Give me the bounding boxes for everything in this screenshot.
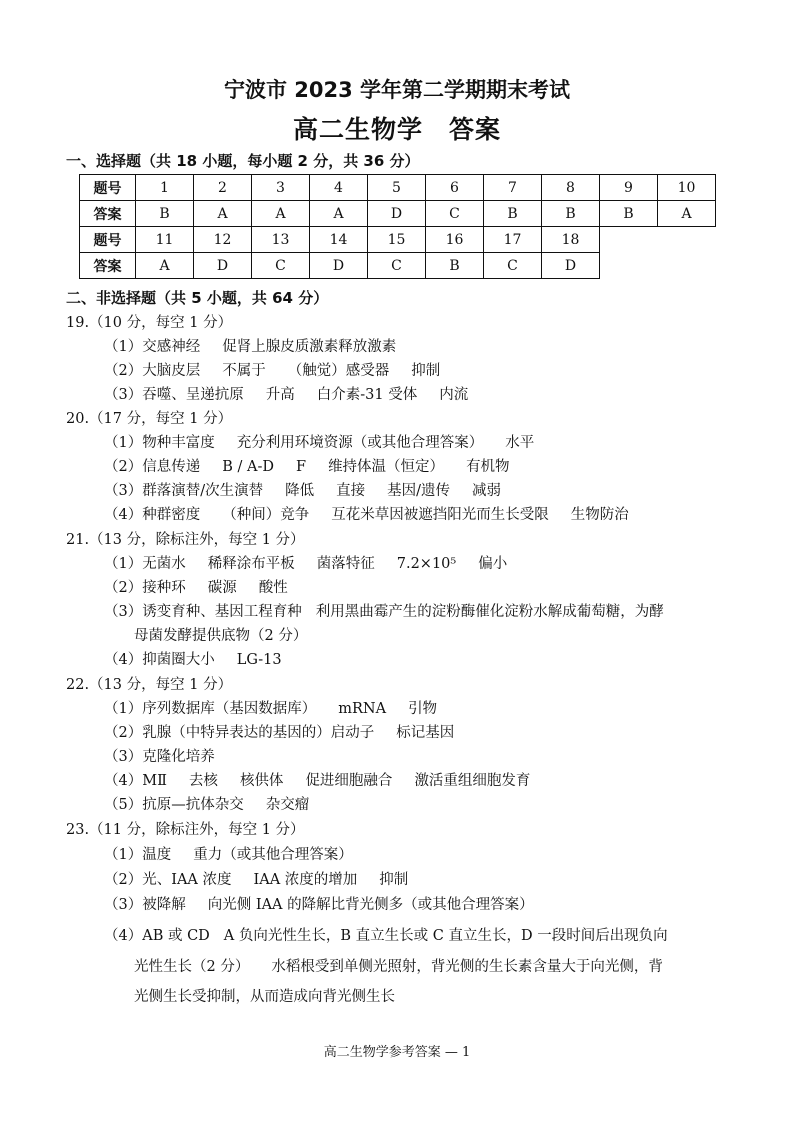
answer-text: 核供体 — [239, 773, 284, 789]
answer-text: 水平 — [505, 435, 535, 451]
question-20-heading: 20.（17 分，每空 1 分） — [66, 411, 233, 427]
answer-cell: B — [542, 201, 600, 227]
answer-line — [104, 769, 552, 790]
question-number: 11 — [136, 227, 194, 253]
answer-text: B / A-D — [222, 459, 274, 475]
table-row — [80, 175, 716, 201]
answer-text: 去核 — [188, 773, 218, 789]
answer-cell: A — [136, 253, 194, 279]
answer-cell: C — [252, 253, 310, 279]
question-number: 18 — [542, 227, 600, 253]
answer-text: 生物防治 — [570, 507, 629, 523]
question-23-heading: 23.（11 分，除标注外，每空 1 分） — [66, 822, 305, 838]
section-heading-nonchoice: 二、非选择题（共 5 小题，共 64 分） — [66, 289, 329, 307]
answer-cell: C — [484, 253, 542, 279]
answer-text: 酸性 — [258, 580, 288, 596]
answer-line — [104, 721, 476, 742]
answer-line — [104, 335, 418, 356]
answer-continuation — [134, 955, 663, 976]
answer-text: （2）光、IAA 浓度 — [104, 872, 232, 888]
answer-line — [104, 455, 532, 476]
answer-line — [104, 697, 459, 718]
answer-text: （4）AB 或 CD — [104, 928, 210, 944]
question-number: 5 — [368, 175, 426, 201]
answer-line — [104, 893, 556, 914]
answer-line — [104, 359, 462, 380]
answer-cell: A — [252, 201, 310, 227]
question-number: 3 — [252, 175, 310, 201]
answer-text: IAA 浓度的增加 — [253, 872, 358, 888]
answer-text: 升高 — [265, 387, 295, 403]
answer-text: 稀释涂布平板 — [207, 556, 295, 572]
answer-text: 偏小 — [478, 556, 508, 572]
answer-text: （3）吞噬、呈递抗原 — [104, 387, 244, 403]
answer-text: 白介素-31 受体 — [316, 387, 418, 403]
answer-cell: C — [426, 201, 484, 227]
answer-text: （4）MⅡ — [104, 773, 167, 789]
empty-cell — [600, 253, 658, 279]
table-row — [80, 201, 716, 227]
answer-cell: D — [542, 253, 600, 279]
question-number: 17 — [484, 227, 542, 253]
answer-cell: B — [136, 201, 194, 227]
answer-text: 互花米草因被遮挡阳光而生长受限 — [331, 507, 549, 523]
answer-text: 7.2×10⁵ — [396, 556, 457, 572]
answer-cell: A — [658, 201, 716, 227]
answer-text: 光性生长（2 分） — [134, 959, 250, 975]
answer-cell: A — [310, 201, 368, 227]
answer-cell: B — [600, 201, 658, 227]
answer-text: 直接 — [336, 483, 366, 499]
empty-cell — [658, 227, 716, 253]
answer-cell: B — [484, 201, 542, 227]
answer-text: （2）大脑皮层 — [104, 363, 201, 379]
answer-line — [104, 503, 651, 524]
answer-text: 维持体温（恒定） — [328, 459, 445, 475]
answer-text: 标记基因 — [396, 725, 455, 741]
answer-line — [104, 924, 668, 945]
answer-line — [104, 576, 310, 597]
answer-cell: A — [194, 201, 252, 227]
answer-text: （1）温度 — [104, 847, 172, 863]
answer-text: 激活重组细胞发育 — [414, 773, 531, 789]
answer-text: 不属于 — [222, 363, 266, 379]
answer-text: 降低 — [285, 483, 315, 499]
answer-text: LG-13 — [236, 652, 282, 668]
answer-cell: C — [368, 253, 426, 279]
answer-text: F — [296, 459, 307, 475]
question-21-heading: 21.（13 分，除标注外，每空 1 分） — [66, 532, 305, 548]
question-number: 15 — [368, 227, 426, 253]
row-label-question: 题号 — [80, 175, 136, 201]
answer-text: （2）信息传递 — [104, 459, 201, 475]
empty-cell — [658, 253, 716, 279]
question-22-heading: 22.（13 分，每空 1 分） — [66, 677, 233, 693]
answer-text: 水稻根受到单侧光照射，背光侧的生长素含量大于向光侧，背 — [271, 959, 663, 975]
answer-table — [79, 174, 716, 279]
answer-text: （3）群落演替/次生演替 — [104, 483, 264, 499]
answer-line — [104, 793, 331, 814]
question-number: 16 — [426, 227, 484, 253]
answer-text: A 负向光性生长，B 直立生长或 C 直立生长，D 一段时间后出现负向 — [223, 928, 668, 944]
answer-text: 基因/遗传 — [387, 483, 451, 499]
answer-text: 引物 — [408, 701, 438, 717]
answer-continuation: 母菌发酵提供底物（2 分） — [134, 628, 308, 644]
question-number: 13 — [252, 227, 310, 253]
table-row — [80, 253, 716, 279]
question-number: 8 — [542, 175, 600, 201]
answer-text: 促肾上腺皮质激素释放激素 — [222, 339, 397, 355]
answer-cell: B — [426, 253, 484, 279]
answer-line — [104, 648, 304, 669]
answer-text: 菌落特征 — [316, 556, 375, 572]
answer-text: （2）乳腺（中特异表达的基因的）启动子 — [104, 725, 375, 741]
row-label-answer: 答案 — [80, 253, 136, 279]
answer-text: （1）交感神经 — [104, 339, 201, 355]
answer-text: （3）克隆化培养 — [104, 749, 215, 765]
answer-text: （1）序列数据库（基因数据库） — [104, 701, 317, 717]
row-label-question: 题号 — [80, 227, 136, 253]
question-number: 12 — [194, 227, 252, 253]
answer-text: 减弱 — [472, 483, 502, 499]
answer-text: （种间）竞争 — [222, 507, 310, 523]
answer-text: 杂交瘤 — [265, 797, 310, 813]
answer-line — [104, 479, 523, 500]
question-number: 9 — [600, 175, 658, 201]
answer-text: 充分利用环境资源（或其他合理答案） — [236, 435, 484, 451]
answer-text: （5）抗原—抗体杂交 — [104, 797, 244, 813]
answer-text: （触觉）感受器 — [287, 363, 390, 379]
answer-text: 抑制 — [379, 872, 409, 888]
answer-text: 促进细胞融合 — [305, 773, 393, 789]
answer-text: （4）种群密度 — [104, 507, 201, 523]
question-number: 14 — [310, 227, 368, 253]
answer-text: 抑制 — [411, 363, 441, 379]
answer-text: 有机物 — [466, 459, 510, 475]
answer-text: （1）无菌水 — [104, 556, 186, 572]
answer-text: （4）抑菌圈大小 — [104, 652, 215, 668]
answer-continuation: 光侧生长受抑制，从而造成向背光侧生长 — [134, 989, 395, 1005]
question-number: 7 — [484, 175, 542, 201]
answer-line — [104, 600, 664, 621]
section-heading-choice: 一、选择题（共 18 小题，每小题 2 分，共 36 分） — [66, 152, 420, 170]
table-row — [80, 227, 716, 253]
answer-line — [104, 843, 375, 864]
answer-text: 碳源 — [207, 580, 237, 596]
answer-line — [104, 552, 529, 573]
answer-text: （3）诱变育种、基因工程育种 — [104, 604, 302, 620]
question-number: 4 — [310, 175, 368, 201]
question-number: 1 — [136, 175, 194, 201]
answer-line — [104, 383, 490, 404]
page-subtitle: 高二生物学 答案 — [292, 115, 501, 144]
answer-line — [104, 868, 430, 889]
question-number: 6 — [426, 175, 484, 201]
answer-cell: D — [310, 253, 368, 279]
page-footer: 高二生物学参考答案 — 1 — [323, 1045, 471, 1060]
answer-cell: D — [194, 253, 252, 279]
answer-text: （2）接种环 — [104, 580, 186, 596]
answer-line — [104, 431, 556, 452]
answer-text: 向光侧 IAA 的降解比背光侧多（或其他合理答案） — [207, 897, 534, 913]
question-19-heading: 19.（10 分，每空 1 分） — [66, 315, 233, 331]
empty-cell — [600, 227, 658, 253]
answer-text: 重力（或其他合理答案） — [193, 847, 353, 863]
answer-text: （3）被降解 — [104, 897, 186, 913]
answer-cell: D — [368, 201, 426, 227]
question-number: 10 — [658, 175, 716, 201]
question-number: 2 — [194, 175, 252, 201]
row-label-answer: 答案 — [80, 201, 136, 227]
answer-text: （1）物种丰富度 — [104, 435, 215, 451]
answer-line — [104, 745, 237, 766]
answer-text: 内流 — [439, 387, 469, 403]
answer-text: mRNA — [338, 701, 387, 717]
exam-title: 宁波市 2023 学年第二学期期末考试 — [223, 78, 571, 102]
answer-text: 利用黑曲霉产生的淀粉酶催化淀粉水解成葡萄糖，为酵 — [315, 604, 664, 620]
